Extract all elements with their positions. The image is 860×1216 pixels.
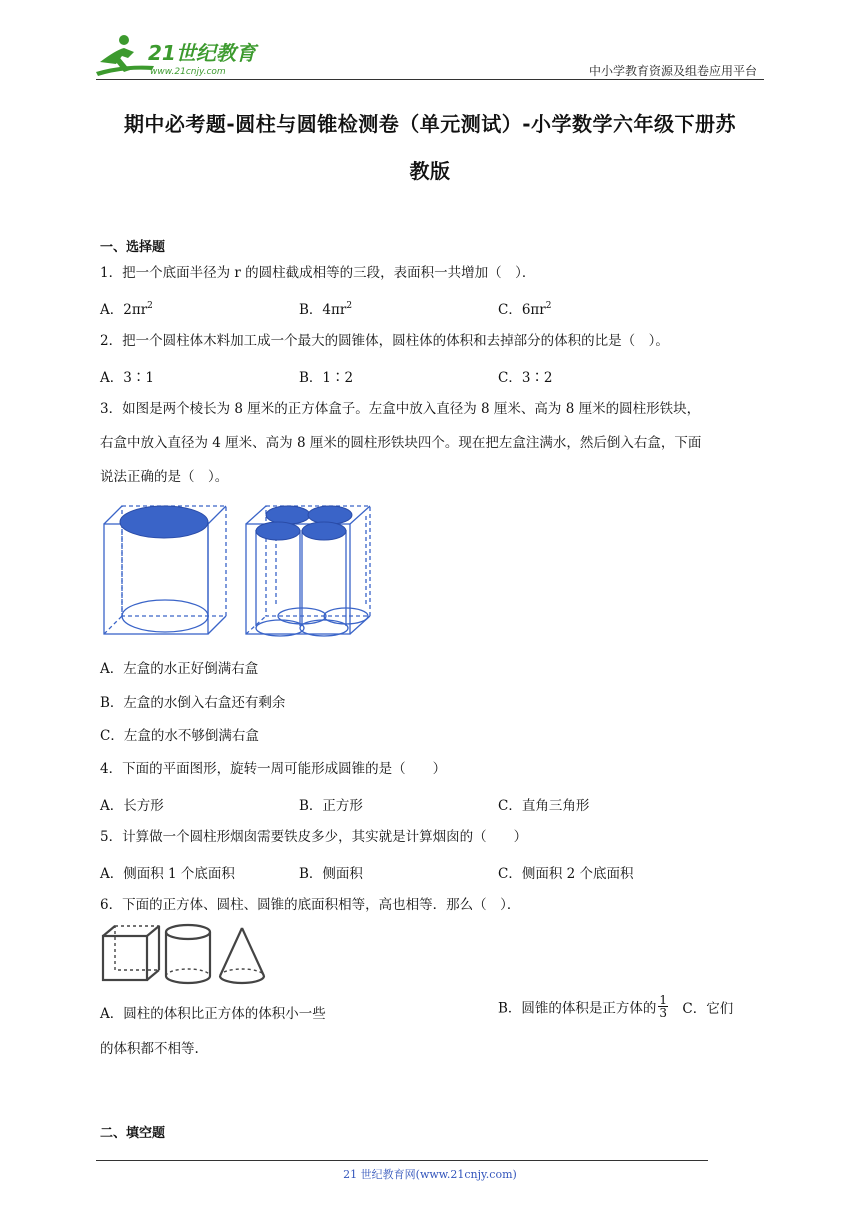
q2-option-a: A．3∶1 [100, 370, 154, 386]
question-3-line3: 说法正确的是（ ）。 [100, 469, 229, 485]
q2-option-b: B．1∶2 [299, 370, 354, 386]
q3-boxes-figure [100, 500, 375, 640]
logo-url: www.21cnjy.com [150, 67, 226, 77]
q4-option-c: C．直角三角形 [498, 798, 590, 814]
runner-icon [96, 35, 154, 76]
q3-option-b: B．左盒的水倒入右盒还有剩余 [100, 695, 286, 711]
q5-option-a: A．侧面积 1 个底面积 [100, 866, 235, 882]
cube-shape [103, 936, 147, 980]
q5-option-c: C．侧面积 2 个底面积 [498, 866, 634, 882]
right-cylinder-top-1 [266, 506, 310, 524]
q4-option-a: A．长方形 [100, 798, 164, 814]
q5-option-b: B．侧面积 [299, 866, 363, 882]
question-5: 5．计算做一个圆柱形烟囱需要铁皮多少，其实就是计算烟囱的（ ） [100, 829, 528, 845]
question-3-line1: 3．如图是两个棱长为 8 厘米的正方体盒子。左盒中放入直径为 8 厘米、高为 8 厘米的圆柱形铁块， [100, 401, 701, 417]
header-divider [96, 79, 764, 80]
logo-text: 21世纪教育 [148, 41, 256, 65]
section-heading-fill: 二、填空题 [100, 1126, 166, 1141]
site-logo [94, 32, 264, 80]
question-1: 1．把一个底面半径为 r 的圆柱截成相等的三段，表面积一共增加（ ）． [100, 265, 536, 281]
section-heading-choice: 一、选择题 [100, 240, 166, 255]
page-title-line2: 教版 [409, 159, 451, 183]
q3-option-a: A．左盒的水正好倒满右盒 [100, 661, 259, 677]
question-6: 6．下面的正方体、圆柱、圆锥的底面积相等，高也相等．那么（ ）． [100, 897, 521, 913]
q4-option-b: B．正方形 [299, 798, 363, 814]
q1-option-c: C．$6\pi r^2$ [498, 301, 552, 318]
footer-text[interactable]: 21 世纪教育网(www.21cnjy.com) [343, 1168, 517, 1181]
q6-option-b: B．圆锥的体积是正方体的 $\frac{1}{3}$ C．它们 [498, 993, 734, 1020]
question-4: 4．下面的平面图形，旋转一周可能形成圆锥的是（ ） [100, 761, 447, 777]
q6-solids-figure [100, 922, 270, 986]
right-cylinder-top-2 [308, 506, 352, 524]
question-2: 2．把一个圆柱体木料加工成一个最大的圆锥体，圆柱体的体积和去掉部分的体积的比是（ ）。 [100, 333, 669, 349]
footer-divider [96, 1160, 708, 1161]
cylinder-shape [166, 925, 210, 939]
fraction-one-third: $\frac{1}{3}$ [659, 993, 668, 1020]
q6-option-a: A．圆柱的体积比正方体的体积小一些 [100, 1006, 326, 1022]
q3-option-c: C．左盒的水不够倒满右盒 [100, 728, 259, 744]
page-title-line1: 期中必考题-圆柱与圆锥检测卷（单元测试）-小学数学六年级下册苏 [123, 112, 737, 136]
q1-option-a: A．$2\pi r^2$ [100, 301, 153, 318]
site-tag: 中小学教育资源及组卷应用平台 [588, 64, 757, 78]
q1-option-b: B．$4\pi r^2$ [299, 301, 353, 318]
q6-option-c-end: 的体积都不相等. [100, 1041, 199, 1057]
right-cylinder-top-4 [302, 522, 346, 540]
question-3-line2: 右盒中放入直径为 4 厘米、高为 8 厘米的圆柱形铁块四个。现在把左盒注满水，然后倒入右盒，下面 [100, 435, 702, 451]
left-cylinder-top [120, 506, 208, 538]
right-cylinder-top-3 [256, 522, 300, 540]
q2-option-c: C．3∶2 [498, 370, 553, 386]
